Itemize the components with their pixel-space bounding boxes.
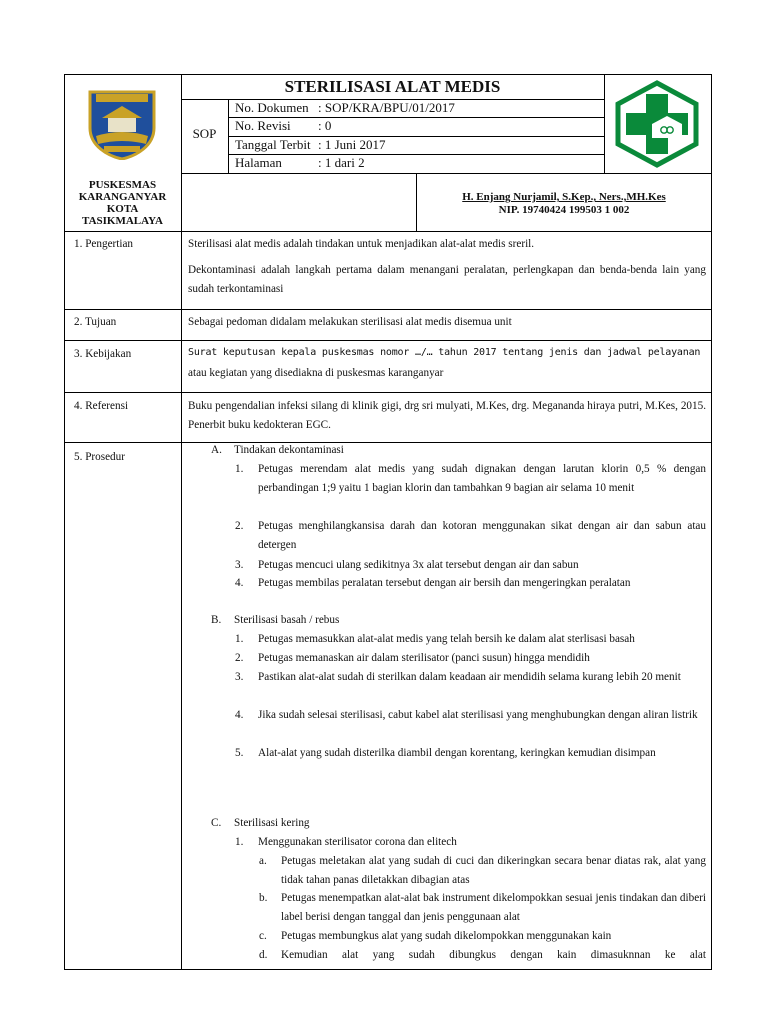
c-item-d-text: Kemudian alat yang sudah dibungkus dengan kain dimasuknnan ke alat bbox=[281, 949, 706, 961]
c-item-d-letter: d. bbox=[259, 949, 268, 961]
left-column-divider bbox=[181, 74, 182, 970]
c-sub-1-number: 1. bbox=[235, 836, 244, 848]
b-item-1-number: 1. bbox=[235, 633, 244, 645]
field-value-halaman: : 1 dari 2 bbox=[318, 155, 365, 170]
header-bottom-line bbox=[181, 173, 712, 174]
pengertian-text-1: Sterilisasi alat medis adalah tindakan untuk menjadikan alat-alat medis sreril. bbox=[188, 238, 535, 250]
subsection-a-mark: A. bbox=[211, 444, 222, 456]
field-value-no-revisi: : 0 bbox=[318, 118, 332, 133]
referensi-text: Buku pengendalian infeksi silang di klinik gigi, drg sri mulyati, M.Kes, drg. Megananda hiraya putri, M.Kes, 2015. Penerbit buku kedokteran EGC. bbox=[188, 400, 706, 431]
section-label-prosedur: 5. Prosedur bbox=[74, 451, 125, 463]
field-divider-3 bbox=[228, 154, 604, 155]
field-value-tanggal-terbit: : 1 Juni 2017 bbox=[318, 137, 386, 152]
organization-name bbox=[64, 179, 181, 227]
b-item-2-number: 2. bbox=[235, 652, 244, 664]
kebijakan-text: atau kegiatan yang disediakna di puskesmas karanganyar bbox=[188, 367, 444, 379]
a-item-2-number: 2. bbox=[235, 520, 244, 532]
b-item-4-number: 4. bbox=[235, 709, 244, 721]
org-line-2: KARANGANYAR bbox=[78, 191, 167, 203]
b-item-1-text: Petugas memasukkan alat-alat medis yang telah bersih ke dalam alat sterlisasi basah bbox=[258, 633, 635, 645]
kebijakan-text-handwritten: Surat keputusan kepala puskesmas nomor …/… tahun 2017 tentang jenis dan jadwal pelayanan bbox=[188, 347, 701, 358]
document-title: STERILISASI ALAT MEDIS bbox=[284, 77, 501, 96]
c-item-a-text: Petugas meletakan alat yang sudah di cuci dan dikeringkan secara benar diatas rak, alat yang tidak tahan panas diletakkan dibagian atas bbox=[281, 855, 706, 886]
a-item-4-number: 4. bbox=[235, 577, 244, 589]
a-item-3-text: Petugas mencuci ulang sedikitnya 3x alat tersebut dengan air dan sabun bbox=[258, 559, 579, 571]
pengertian-text-2: Dekontaminasi adalah langkah pertama dalam menangani peralatan, perlengkapan dan benda-benda lain yang sudah terkontaminasi bbox=[188, 264, 706, 295]
subsection-a-title: Tindakan dekontaminasi bbox=[234, 444, 344, 456]
puskesmas-logo bbox=[612, 80, 702, 168]
city-crest-logo bbox=[84, 88, 160, 160]
section-line-4 bbox=[64, 392, 712, 393]
b-item-5-text: Alat-alat yang sudah disterilka diambil dengan korentang, keringkan kemudian disimpan bbox=[258, 747, 656, 759]
field-label-halaman: Halaman bbox=[235, 155, 282, 170]
sop-label: SOP bbox=[192, 126, 217, 141]
section-line-2 bbox=[64, 309, 712, 310]
section-line-5 bbox=[64, 442, 712, 443]
signatory-block bbox=[416, 191, 712, 217]
a-item-2-text: Petugas menghilangkansisa darah dan kotoran menggunakan sikat dengan air dan sabun atau detergen bbox=[258, 520, 706, 551]
section-label-tujuan: 2. Tujuan bbox=[74, 316, 117, 328]
b-item-2-text: Petugas memanaskan air dalam sterilisator (panci susun) hingga mendidih bbox=[258, 652, 590, 664]
section-label-kebijakan: 3. Kebijakan bbox=[74, 348, 132, 360]
org-line-3: KOTA bbox=[106, 203, 139, 215]
c-item-b-letter: b. bbox=[259, 892, 268, 904]
c-item-c-letter: c. bbox=[259, 930, 267, 942]
subsection-c-mark: C. bbox=[211, 817, 222, 829]
b-item-4-text: Jika sudah selesai sterilisasi, cabut kabel alat sterilisasi yang menghubungkan dengan aliran listrik bbox=[258, 709, 698, 721]
c-item-b-text: Petugas menempatkan alat-alat bak instrument dikelompokkan sesuai jenis tindakan dan diberi label berisi dengan tanggal dan jenis penggunaan alat bbox=[281, 892, 706, 923]
a-item-3-number: 3. bbox=[235, 559, 244, 571]
signatory-name: H. Enjang Nurjamil, S.Kep., Ners.,MH.Kes bbox=[462, 191, 666, 203]
c-item-c-text: Petugas membungkus alat yang sudah dikelompokkan menggunakan kain bbox=[281, 930, 612, 942]
org-line-4: TASIKMALAYA bbox=[82, 215, 163, 227]
a-item-1-text: Petugas merendam alat medis yang sudah dignakan dengan larutan klorin 0,5 % dengan perbandingan 1;9 yaitu 1 bagian klorin dan tambahkan 9 bagian air selama 10 menit bbox=[258, 463, 706, 494]
right-logo-divider bbox=[604, 74, 605, 173]
subsection-b-title: Sterilisasi basah / rebus bbox=[234, 614, 340, 626]
signatory-nip: NIP. 19740424 199503 1 002 bbox=[498, 204, 630, 216]
section-line-3 bbox=[64, 340, 712, 341]
subsection-b-mark: B. bbox=[211, 614, 222, 626]
section-line-1 bbox=[64, 231, 712, 232]
b-item-5-number: 5. bbox=[235, 747, 244, 759]
field-value-no-dokumen: : SOP/KRA/BPU/01/2017 bbox=[318, 100, 455, 115]
field-label-tanggal-terbit: Tanggal Terbit bbox=[235, 137, 311, 152]
a-item-4-text: Petugas membilas peralatan tersebut dengan air bersih dan mengeringkan peralatan bbox=[258, 577, 631, 589]
b-item-3-text: Pastikan alat-alat sudah di sterilkan dalam keadaan air mendidih selama kurang lebih 20 menit bbox=[258, 671, 681, 683]
b-item-3-number: 3. bbox=[235, 671, 244, 683]
org-line-1: PUSKESMAS bbox=[88, 179, 157, 191]
field-label-no-revisi: No. Revisi bbox=[235, 118, 291, 133]
field-label-no-dokumen: No. Dokumen bbox=[235, 100, 309, 115]
subsection-c-title: Sterilisasi kering bbox=[234, 817, 310, 829]
section-label-referensi: 4. Referensi bbox=[74, 400, 129, 412]
tujuan-text: Sebagai pedoman didalam melakukan sterilisasi alat medis disemua unit bbox=[188, 316, 512, 328]
c-sub-1-title: Menggunakan sterilisator corona dan elitech bbox=[258, 836, 457, 848]
section-label-pengertian: 1. Pengertian bbox=[74, 238, 134, 250]
c-item-a-letter: a. bbox=[259, 855, 267, 867]
a-item-1-number: 1. bbox=[235, 463, 244, 475]
